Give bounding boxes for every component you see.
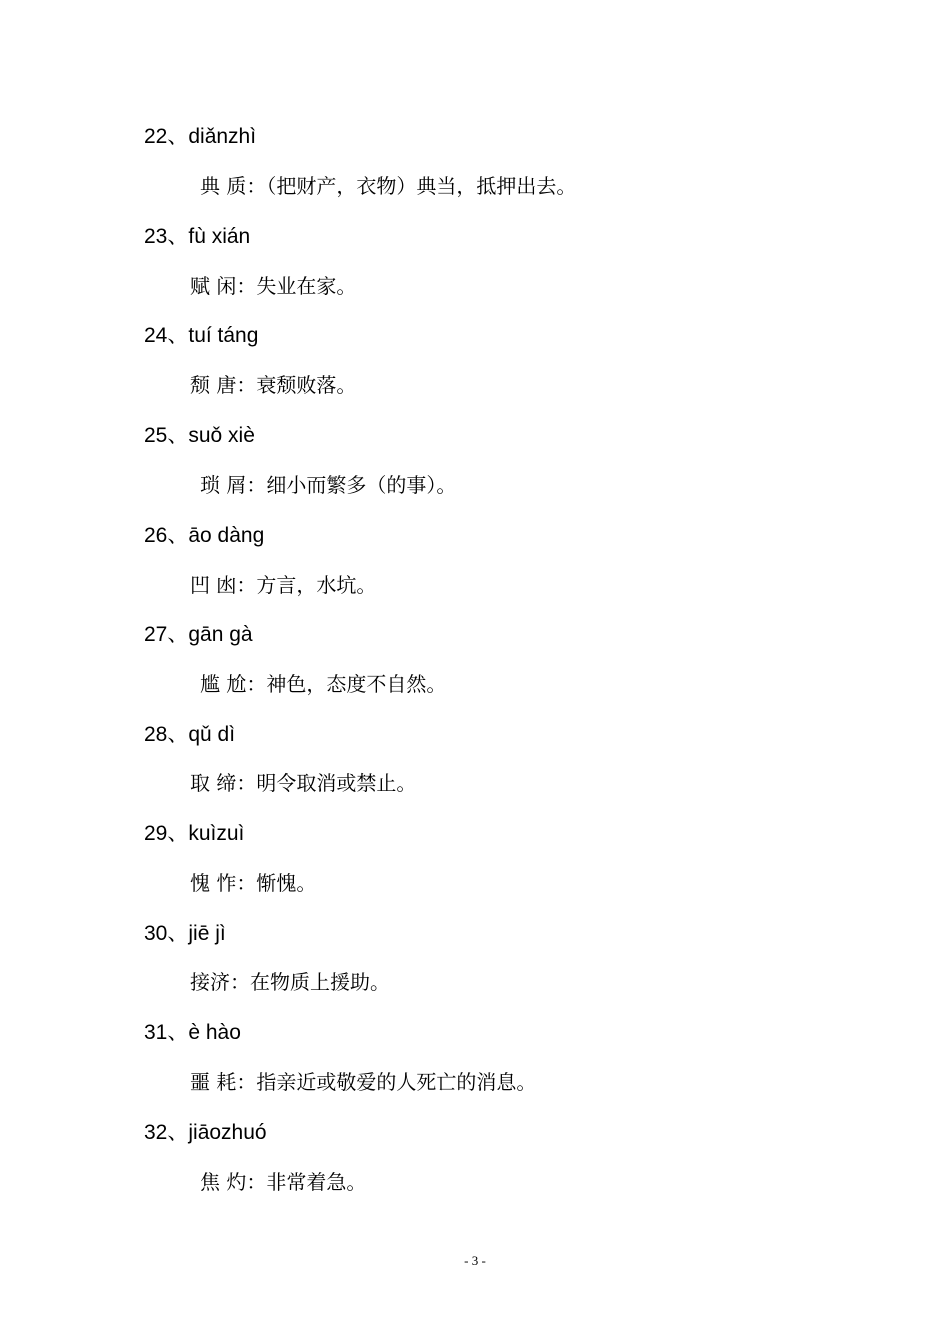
term-number-pinyin: 27、gān gà bbox=[144, 623, 253, 646]
term-definition: 颓 唐：衰颓败落。 bbox=[190, 373, 357, 397]
term-definition: 赋 闲：失业在家。 bbox=[190, 274, 357, 298]
term-number-pinyin: 22、diǎnzhì bbox=[144, 125, 257, 148]
term-definition: 噩 耗：指亲近或敬爱的人死亡的消息。 bbox=[190, 1070, 537, 1094]
term-number-pinyin: 32、jiāozhuó bbox=[144, 1121, 267, 1144]
term-number-pinyin: 28、qǔ dì bbox=[144, 723, 236, 746]
term-definition: 典 质：（把财产，衣物）典当，抵押出去。 bbox=[200, 174, 577, 198]
term-number-pinyin: 23、fù xián bbox=[144, 225, 251, 248]
term-number-pinyin: 31、è hào bbox=[144, 1021, 241, 1044]
term-number-pinyin: 25、suǒ xiè bbox=[144, 424, 255, 447]
term-definition: 接济：在物质上援助。 bbox=[190, 970, 390, 994]
term-definition: 愧 怍：惭愧。 bbox=[190, 871, 317, 895]
term-number-pinyin: 30、jiē jì bbox=[144, 922, 226, 945]
term-definition: 尴 尬：神色，态度不自然。 bbox=[200, 672, 447, 696]
term-definition: 凹 凼：方言，水坑。 bbox=[190, 573, 377, 597]
page-number: - 3 - bbox=[464, 1253, 486, 1268]
term-number-pinyin: 26、āo dàng bbox=[144, 524, 265, 547]
term-number-pinyin: 29、kuìzuì bbox=[144, 822, 245, 845]
term-definition: 焦 灼：非常着急。 bbox=[200, 1170, 367, 1194]
term-definition: 取 缔：明令取消或禁止。 bbox=[190, 771, 417, 795]
term-number-pinyin: 24、tuí táng bbox=[144, 324, 259, 347]
term-definition: 琐 屑：细小而繁多（的事）。 bbox=[200, 473, 457, 497]
